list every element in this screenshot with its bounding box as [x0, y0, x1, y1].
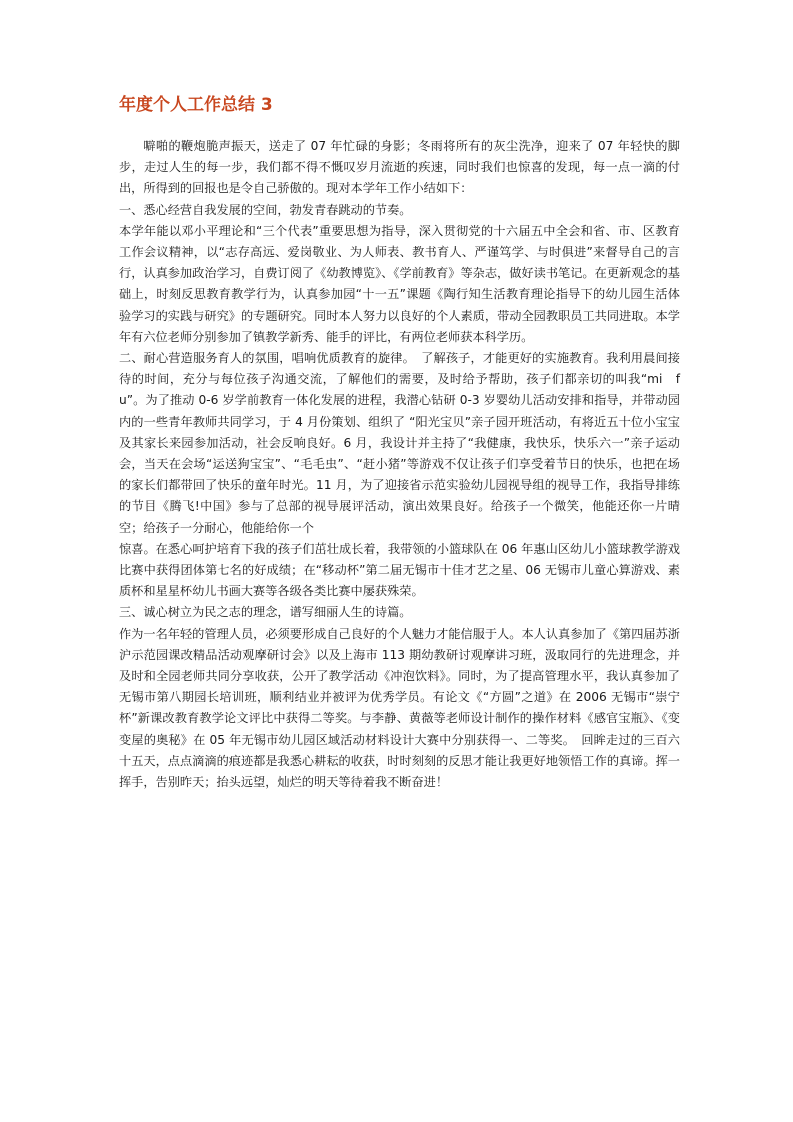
section-heading-3: 三、诚心树立为民之志的理念，谱写细丽人生的诗篇。	[119, 605, 412, 620]
section-2-paragraph: 二、耐心营造服务育人的氛围，唱响优质教育的旋律。 了解孩子，才能更好的实施教育。我利用晨间接待的时间，充分与每位孩子沟通交流，了解他们的需要，及时给予帮助，孩子们都亲切的叫我“mi fu”。为了推动 0-6 岁学前教育一体化发展的进程，我潜心钻研 0-3 岁婴幼儿活动安排和指导，并带动园内的一些青年教师共同学习，于 4 月份策划、组织了 “阳光宝贝”亲子园开班活动，有将近五十位小宝宝及其家长来园参加活动，社会反响良好。6 月，我设计并主持了“我健康，我快乐，快乐六一”亲子运动会，当天在会场“运送狗宝宝”、“毛毛虫”、“赶小猪”等游戏不仅让孩子们享受着节日的快乐，也把在场的家长们都带回了快乐的童年时光。11 月，为了迎接省示范实验幼儿园视导组的视导工作，我指导排练的节目《腾飞!中国》参与了总部的视导展评活动，演出效果良好。给孩子一个微笑，他能还你一片晴空；给孩子一分耐心，他能给你一个	[119, 351, 680, 535]
section-1-paragraph: 本学年能以邓小平理论和“三个代表”重要思想为指导，深入贯彻党的十六届五中全会和省、市、区教育工作会议精神，以“志存高远、爱岗敬业、为人师表、教书育人、严谨笃学、与时俱进”来督导自己的言行，认真参加政治学习，自费订阅了《幼教博览》、《学前教育》等杂志，做好读书笔记。在更新观念的基础上，时刻反思教育教学行为，认真参加园“十一五”课题《陶行知生活教育理论指导下的幼儿园生活体验学习的实践与研究》的专题研究。同时本人努力以良好的个人素质，带动全园教职员工共同进取。本学年有六位老师分别参加了镇教学新秀、能手的评比，有两位老师获本科学历。	[119, 223, 680, 344]
document-title: 年度个人工作总结 3	[119, 95, 273, 115]
section-heading-1: 一、悉心经营自我发展的空间，勃发青春跳动的节奏。	[119, 202, 412, 217]
section-2-continuation-paragraph: 惊喜。在悉心呵护培育下我的孩子们茁壮成长着，我带领的小篮球队在 06 年惠山区幼儿小篮球教学游戏比赛中获得团体第七名的好成绩；在“移动杯”第二届无锡市十佳才艺之星、06 无锡市儿童心算游戏、素质杯和星星杯幼儿书画大赛等各级各类比赛中屡获殊荣。	[119, 541, 680, 599]
document-body	[119, 136, 680, 793]
section-3-paragraph: 作为一名年轻的管理人员，必须要形成自己良好的个人魅力才能信服于人。本人认真参加了《第四届苏浙沪示范园课改精品活动观摩研讨会》以及上海市 113 期幼教研讨观摩讲习班，汲取同行的先进理念，并及时和全园老师共同分享收获，公开了教学活动《冲泡饮料》。同时，为了提高管理水平，我认真参加了无锡市第八期园长培训班，顺利结业并被评为优秀学员。有论文《“方圆”之道》在 2006 无锡市“崇宁杯”新课改教育教学论文评比中获得二等奖。与李静、黄薇等老师设计制作的操作材料《感官宝瓶》、《变变屋的奥秘》在 05 年无锡市幼儿园区域活动材料设计大赛中分别获得一、二等奖。 回眸走过的三百六十五天，点点滴滴的痕迹都是我悉心耕耘的收获，时时刻刻的反思才能让我更好地领悟工作的真谛。挥一挥手，告别昨天；抬头远望，灿烂的明天等待着我不断奋进！	[119, 626, 680, 790]
intro-paragraph: 噼啪的鞭炮脆声振天，送走了 07 年忙碌的身影；冬雨将所有的灰尘洗净，迎来了 07 年轻快的脚步，走过人生的每一步，我们都不得不慨叹岁月流逝的疾速，同时我们也惊喜的发现，每一点一滴的付出，所得到的回报也是令自己骄傲的。现对本学年工作小结如下：	[119, 139, 680, 196]
